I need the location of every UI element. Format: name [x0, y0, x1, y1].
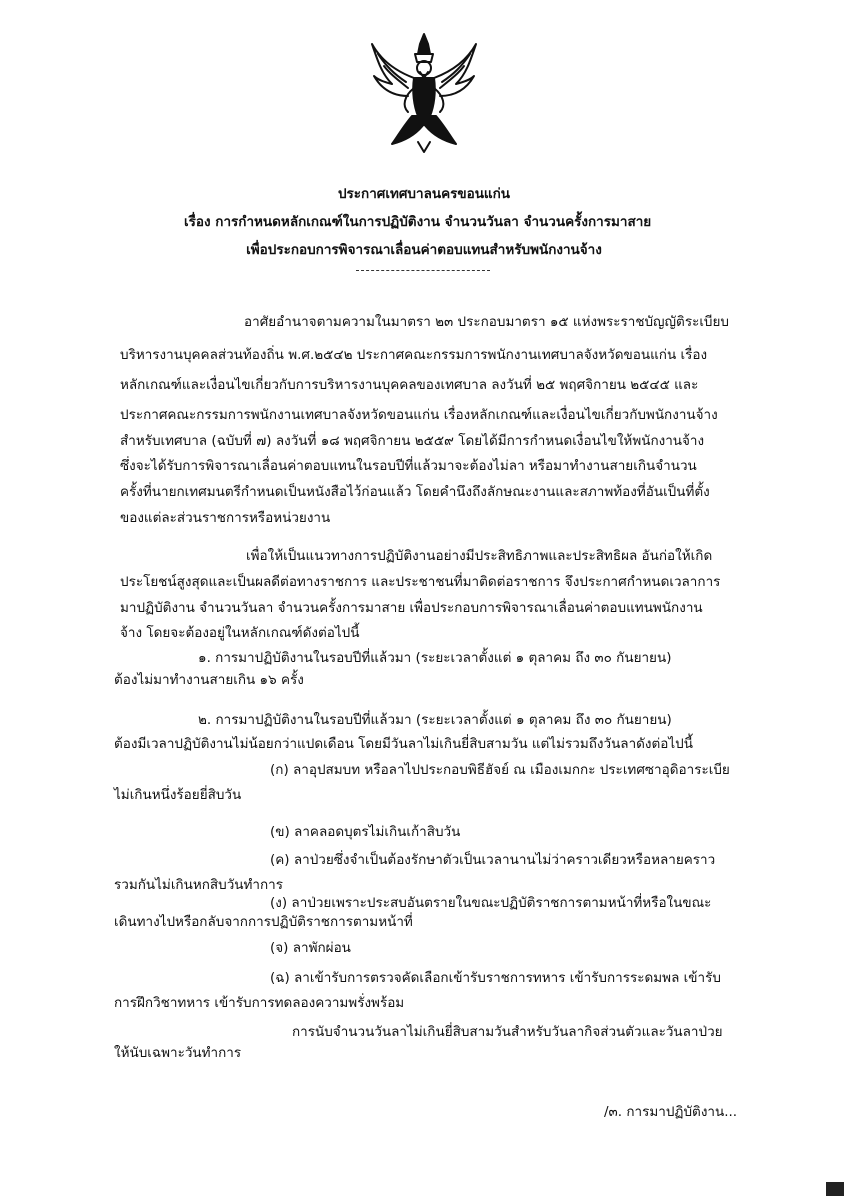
sub-ngo-line-1: (ง) ลาป่วยเพราะประสบอันตรายในขณะปฏิบัติราชการตามหน้าที่หรือในขณะ — [270, 895, 712, 911]
sub-ka-line-2: ไม่เกินหนึ่งร้อยยี่สิบวัน — [114, 787, 242, 803]
para1-line-1: อาศัยอำนาจตามความในมาตรา ๒๓ ประกอบมาตรา ๑๕ แห่งพระราชบัญญัติระเบียบ — [244, 314, 729, 330]
para2-line-3: มาปฏิบัติงาน จำนวนวันลา จำนวนครั้งการมาสาย เพื่อประกอบการพิจารณาเลื่อนค่าตอบแทนพนักงาน — [120, 600, 703, 616]
count-note-line-2: ให้นับเฉพาะวันทำการ — [114, 1045, 242, 1061]
para1-line-7: ครั้งที่นายกเทศมนตรีกำหนดเป็นหนังสือไว้ก่อนแล้ว โดยคำนึงถึงลักษณะงานและสภาพท้องที่อันเป็นที่ตั้ง — [120, 484, 710, 500]
item1-line-1: ๑. การมาปฏิบัติงานในรอบปีที่แล้วมา (ระยะเวลาตั้งแต่ ๑ ตุลาคม ถึง ๓๐ กันยายน) — [198, 650, 672, 666]
count-note-line-1: การนับจำนวนวันลาไม่เกินยี่สิบสามวันสำหรับวันลากิจส่วนตัวและวันลาป่วย — [292, 1024, 723, 1040]
para2-line-4: จ้าง โดยจะต้องอยู่ในหลักเกณฑ์ดังต่อไปนี้ — [120, 625, 360, 641]
para1-line-5: สำหรับเทศบาล (ฉบับที่ ๗) ลงวันที่ ๑๘ พฤศจิกายน ๒๕๕๙ โดยได้มีการกำหนดเงื่อนไขให้พนักงานจ้าง — [120, 433, 705, 449]
para1-line-4: ประกาศคณะกรรมการพนักงานเทศบาลจังหวัดขอนแก่น เรื่องหลักเกณฑ์และเงื่อนไขเกี่ยวกับพนักงานจ้าง — [120, 407, 718, 423]
subject-line-1: เรื่อง การกำหนดหลักเกณฑ์ในการปฏิบัติงาน จำนวนวันลา จำนวนครั้งการมาสาย — [184, 214, 652, 230]
item1-line-2: ต้องไม่มาทำงานสายเกิน ๑๖ ครั้ง — [114, 672, 304, 688]
sub-ngo-line-2: เดินทางไปหรือกลับจากการปฏิบัติราชการตามหน้าที่ — [114, 914, 413, 930]
sub-kho-line-2: รวมกันไม่เกินหกสิบวันทำการ — [114, 877, 284, 893]
sub-kha: (ข) ลาคลอดบุตรไม่เกินเก้าสิบวัน — [270, 824, 461, 840]
org-title: ประกาศเทศบาลนครขอนแก่น — [337, 186, 511, 202]
para1-line-8: ของแต่ละส่วนราชการหรือหน่วยงาน — [120, 510, 331, 526]
para1-line-2: บริหารงานบุคคลส่วนท้องถิ่น พ.ศ.๒๕๔๒ ประกาศคณะกรรมการพนักงานเทศบาลจังหวัดขอนแก่น เรื่อง — [120, 347, 708, 363]
subject-line-2: เพื่อประกอบการพิจารณาเลื่อนค่าตอบแทนสำหรับพนักงานจ้าง — [246, 242, 602, 258]
header-divider — [356, 270, 490, 271]
scan-mark — [826, 1182, 844, 1196]
garuda-emblem-icon — [368, 32, 480, 154]
para1-line-6: ซึ่งจะได้รับการพิจารณาเลื่อนค่าตอบแทนในรอบปีที่แล้วมาจะต้องไม่ลา หรือมาทำงานสายเกินจำนวน — [120, 458, 697, 474]
item2-line-2: ต้องมีเวลาปฏิบัติงานไม่น้อยกว่าแปดเดือน โดยมีวันลาไม่เกินยี่สิบสามวัน แต่ไม่รวมถึงวันลาดังต่อไปนี้ — [114, 736, 693, 752]
continuation-note: /๓. การมาปฏิบัติงาน... — [604, 1104, 738, 1120]
para1-line-3: หลักเกณฑ์และเงื่อนไขเกี่ยวกับการบริหารงานบุคคลของเทศบาล ลงวันที่ ๒๕ พฤศจิกายน ๒๕๔๕ และ — [120, 377, 699, 393]
para2-line-2: ประโยชน์สูงสุดและเป็นผลดีต่อทางราชการ และประชาชนที่มาติดต่อราชการ จึงประกาศกำหนดเวลาการ — [120, 574, 721, 590]
sub-chho-line-1: (ฉ) ลาเข้ารับการตรวจคัดเลือกเข้ารับราชการทหาร เข้ารับการระดมพล เข้ารับ — [270, 970, 721, 986]
para2-line-1: เพื่อให้เป็นแนวทางการปฏิบัติงานอย่างมีประสิทธิภาพและประสิทธิผล อันก่อให้เกิด — [246, 548, 713, 564]
sub-ka-line-1: (ก) ลาอุปสมบท หรือลาไปประกอบพิธีฮัจย์ ณ เมืองเมกกะ ประเทศซาอุดิอาระเบีย — [270, 762, 730, 778]
item2-line-1: ๒. การมาปฏิบัติงานในรอบปีที่แล้วมา (ระยะเวลาตั้งแต่ ๑ ตุลาคม ถึง ๓๐ กันยายน) — [198, 712, 672, 728]
sub-chho-line-2: การฝึกวิชาทหาร เข้ารับการทดลองความพรั่งพร้อม — [114, 995, 405, 1011]
sub-cho: (จ) ลาพักผ่อน — [270, 940, 351, 956]
sub-kho-line-1: (ค) ลาป่วยซึ่งจำเป็นต้องรักษาตัวเป็นเวลานานไม่ว่าคราวเดียวหรือหลายคราว — [270, 852, 716, 868]
